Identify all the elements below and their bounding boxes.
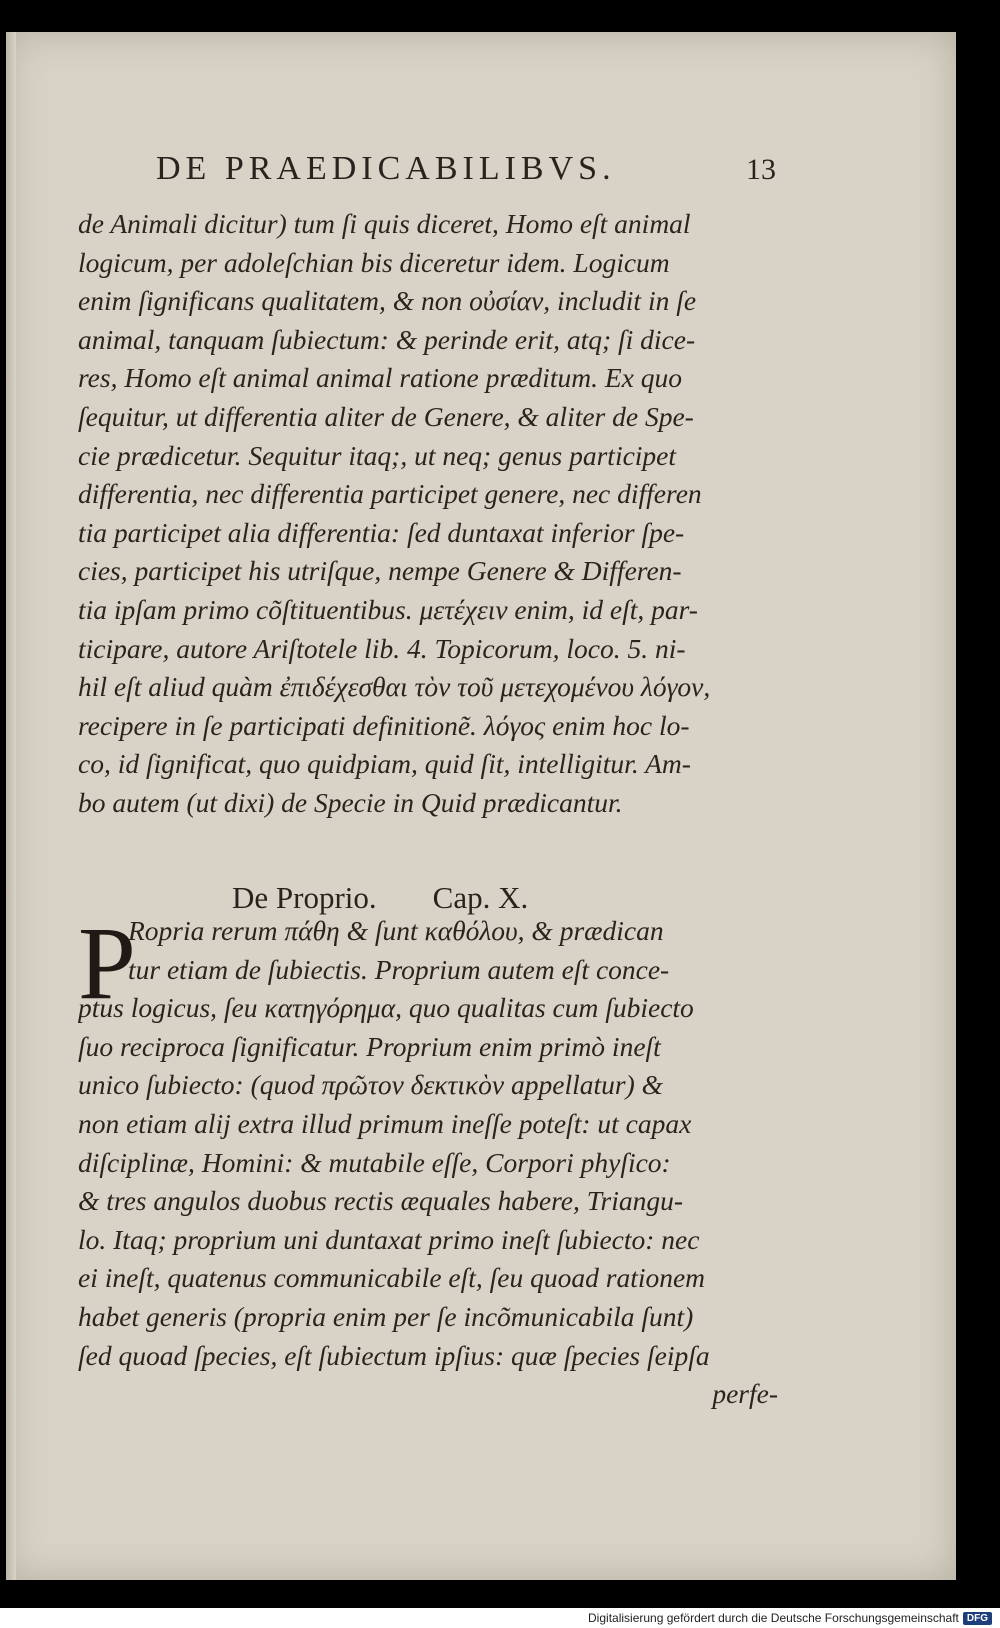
text-line: habet generis (propria enim per ſe incõmunicabila ſunt): [78, 1300, 694, 1332]
text-line: ei ineſt, quatenus communicabile eſt, ſeu quoad rationem: [78, 1262, 706, 1294]
drop-cap-initial: P: [78, 906, 136, 1021]
text-line: & tres angulos duobus rectis æquales habere, Triangu-: [78, 1185, 683, 1217]
text-line: ticipare, autore Ariſtotele lib. 4. Topicorum, loco. 5. ni-: [78, 632, 686, 664]
text-line: diſciplinæ, Homini: & mutabile eſſe, Corpori phyſico:: [78, 1146, 671, 1178]
text-line: cies, participet his utriſque, nempe Genere & Differen-: [78, 555, 682, 587]
running-head: DE PRAEDICABILIBVS.: [156, 150, 616, 187]
text-line: res, Homo eſt animal animal ratione præditum. Ex quo: [78, 362, 682, 394]
text-line: tia ipſam primo cõſtituentibus. μετέχειν enim, id eſt, par-: [78, 593, 698, 625]
text-line: perfe-: [712, 1378, 778, 1410]
text-line: differentia, nec differentia participet genere, nec differen: [78, 478, 702, 510]
text-line: bo autem (ut dixi) de Specie in Quid prædicantur.: [78, 786, 623, 818]
footer-credit: Digitalisierung gefördert durch die Deutsche Forschungsgemeinschaft: [588, 1611, 959, 1625]
text-block-continuation: [78, 205, 778, 823]
text-block-de-proprio: [78, 906, 778, 1414]
text-line: ptus logicus, ſeu κατηγόρημα, quo qualitas cum ſubiecto: [78, 992, 694, 1024]
text-line: enim ſignificans qualitatem, & non οὐσίαν, includit in ſe: [78, 285, 697, 317]
chapter-title: De Proprio.: [232, 880, 377, 915]
chapter-heading: [232, 880, 528, 916]
book-page: [6, 32, 956, 1580]
text-line: non etiam alij extra illud primum ineſſe poteſt: ut capax: [78, 1107, 692, 1139]
text-line: tia participet alia differentia: ſed duntaxat inferior ſpe-: [78, 516, 685, 548]
text-line: cie prædicetur. Sequitur itaq;, ut neq; genus participet: [78, 439, 677, 471]
text-line: tur etiam de ſubiectis. Proprium autem eſt conce-: [128, 953, 670, 985]
text-line: co, id ſignificat, quo quidpiam, quid ſit, intelligitur. Am-: [78, 748, 691, 780]
text-line: ſed quoad ſpecies, eſt ſubiectum ipſius: quæ ſpecies ſeipſa: [78, 1339, 710, 1371]
text-line: ſuo reciproca ſignificatur. Proprium enim primò ineſt: [78, 1030, 661, 1062]
text-line: hil eſt aliud quàm ἐπιδέχεσθαι τὸν τοῦ μετεχομένου λόγον,: [78, 671, 711, 703]
text-line: lo. Itaq; proprium uni duntaxat primo ineſt ſubiecto: nec: [78, 1223, 700, 1255]
digitization-footer: [0, 1608, 1000, 1628]
text-line: animal, tanquam ſubiectum: & perinde erit, atq; ſi dice-: [78, 323, 696, 355]
page-edge-shadow: [6, 32, 16, 1580]
chapter-number: Cap. X.: [432, 880, 529, 915]
dfg-logo: DFG: [963, 1612, 992, 1625]
page-header: [156, 150, 776, 188]
text-line: recipere in ſe participati definitionẽ. λόγος enim hoc lo-: [78, 709, 690, 741]
text-line: ſequitur, ut differentia aliter de Genere, & aliter de Spe-: [78, 400, 694, 432]
text-line: de Animali dicitur) tum ſi quis diceret, Homo eſt animal: [78, 208, 691, 239]
text-line: unico ſubiecto: (quod πρῶτον δεκτικὸν appellatur) &: [78, 1069, 664, 1101]
text-line: Ropria rerum πάθη & ſunt καθόλου, & prædican: [128, 915, 664, 946]
text-line: logicum, per adoleſchian bis diceretur idem. Logicum: [78, 246, 670, 278]
page-number: 13: [746, 153, 776, 186]
